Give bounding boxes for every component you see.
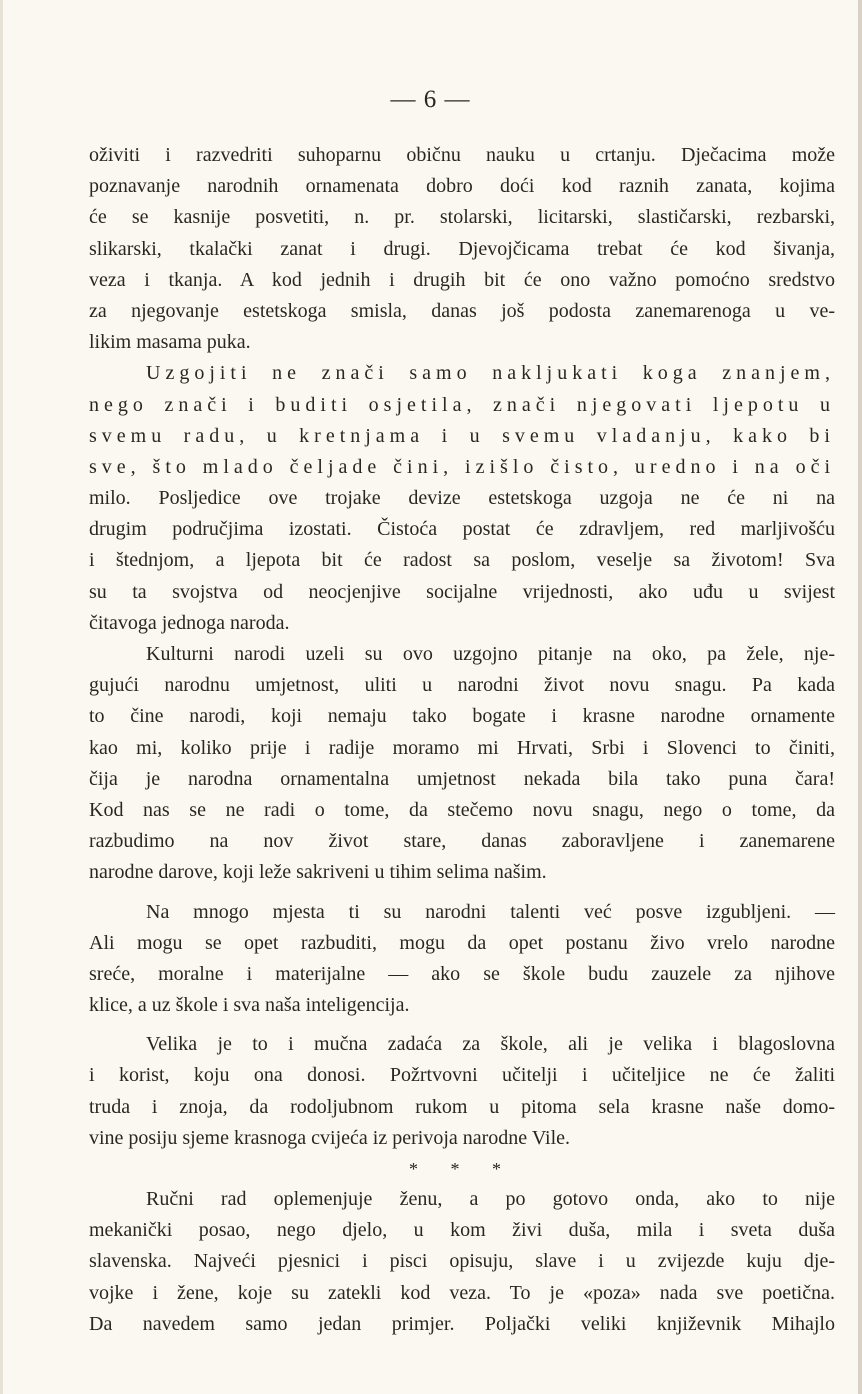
text-line: veza i tkanja. A kod jednih i drugih bit će ono važno pomoćno sredstvo [89, 268, 835, 291]
text-line: za njegovanje estetskoga smisla, danas još podosta zanemarenoga u ve- [89, 299, 835, 322]
text-line: truda i znoja, da rodoljubnom rukom u pitoma sela krasne naše domo- [89, 1095, 835, 1118]
paragraph [89, 897, 835, 1022]
body-text [89, 140, 835, 1340]
text-line: vojke i žene, koje su zatekli kod veza. To je «poza» nada sve poetična. [89, 1281, 835, 1304]
paragraph [89, 358, 835, 639]
text-line: drugim područjima izostati. Čistoća postat će zdravljem, red marljivošću [89, 518, 835, 541]
text-line: čitavoga jednoga naroda. [89, 611, 290, 634]
text-line: čija je narodna ornamentalna umjetnost nekada bila tako puna čara! [89, 767, 835, 790]
text-line: Velika je to i mučna zadaća za škole, ali je velika i blagoslovna [146, 1033, 835, 1056]
paragraph [89, 140, 835, 358]
text-line: gujući narodnu umjetnost, uliti u narodni život novu snagu. Pa kada [89, 674, 835, 697]
text-line: milo. Posljedice ove trojake devize estetskoga uzgoja ne će ni na [89, 487, 835, 510]
text-line: sreće, moralne i materijalne — ako se škole budu zauzele za njihove [89, 962, 835, 985]
text-line: mekanički posao, nego djelo, u kom živi duša, mila i sveta duša [89, 1219, 835, 1242]
text-line: Na mnogo mjesta ti su narodni talenti već posve izgubljeni. — [146, 900, 835, 923]
text-line: Ručni rad oplemenjuje ženu, a po gotovo onda, ako to nije [146, 1188, 835, 1210]
text-line: oživiti i razvedriti suhoparnu običnu nauku u crtanju. Dječacima može [89, 144, 835, 166]
paragraph-gap [89, 889, 835, 897]
text-line: kao mi, koliko prije i radije moramo mi Hrvati, Srbi i Slovenci to činiti, [89, 736, 835, 759]
text-line: će se kasnije posvetiti, n. pr. stolarski, licitarski, slastičarski, rezbarski, [89, 206, 835, 229]
paragraph-gap [89, 1021, 835, 1029]
text-line: to čine narodi, koji nemaju tako bogate i krasne narodne ornamente [89, 705, 835, 728]
text-line: Uzgojiti ne znači samo nakljukati koga znanjem, [146, 362, 835, 385]
text-line: vine posiju sjeme krasnoga cvijeća iz perivoja narodne Vile. [89, 1126, 571, 1149]
text-line: narodne darove, koji leže sakriveni u tihim selima našim. [89, 861, 547, 884]
text-line: su ta svojstva od neocjenjive socijalne vrijednosti, ako uđu u svijest [89, 580, 835, 603]
text-line: Kod nas se ne radi o tome, da stečemo novu snagu, nego o tome, da [89, 798, 835, 821]
text-line: nego znači i buditi osjetila, znači njegovati ljepotu u [89, 393, 835, 416]
section-separator: * * * [409, 1159, 515, 1179]
text-line: likim masama puka. [89, 331, 251, 354]
text-line: Da navedem samo jedan primjer. Poljački veliki književnik Mihajlo [89, 1312, 835, 1335]
text-line: slikarski, tkalački zanat i drugi. Djevojčicama trebat će kod šivanja, [89, 237, 835, 260]
text-line: i štednjom, a ljepota bit će radost sa poslom, veselje sa životom! Sva [89, 549, 835, 572]
text-line: poznavanje narodnih ornamenata dobro doći kod raznih zanata, kojima [89, 175, 835, 198]
text-line: Kulturni narodi uzeli su ovo uzgojno pitanje na oko, pa žele, nje- [146, 643, 835, 665]
text-line: klice, a uz škole i sva naša inteligencija. [89, 994, 410, 1017]
text-line: razbudimo na nov život stare, danas zaboravljene i zanemarene [89, 830, 835, 853]
text-line: slavenska. Najveći pjesnici i pisci opisuju, slave i u zvijezde kuju dje- [89, 1250, 835, 1273]
text-line: sve, što mlado čeljade čini, izišlo čisto, uredno i na oči [89, 455, 835, 478]
text-line: svemu radu, u kretnjama i u svemu vladanju, kako bi [89, 424, 835, 447]
text-line: Ali mogu se opet razbuditi, mogu da opet postanu živo vrelo narodne [89, 931, 835, 954]
text-line: i korist, koju ona donosi. Požrtvovni učitelji i učiteljice ne će žaliti [89, 1064, 835, 1087]
page-number: — 6 — [390, 86, 471, 113]
paragraph [89, 1184, 835, 1340]
paragraph [89, 639, 835, 889]
paragraph [89, 1029, 835, 1154]
